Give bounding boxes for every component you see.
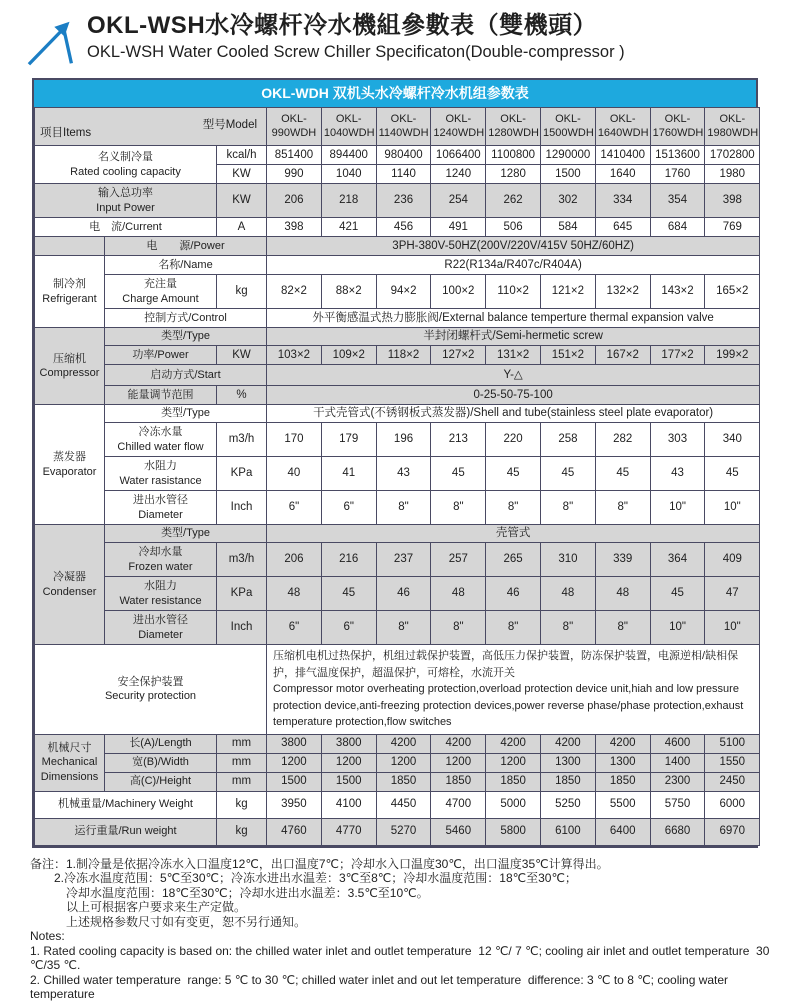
spec-value: 170 — [267, 423, 322, 457]
group-label: 冷凝器 Condenser — [35, 525, 105, 645]
row-label: 冷却水量 Frozen water — [105, 543, 217, 577]
model-column-header: OKL- 1040WDH — [321, 108, 376, 146]
merged-value: 3PH-380V-50HZ(200V/220V/415V 50HZ/60HZ) — [267, 237, 760, 256]
spec-value: 177×2 — [650, 346, 705, 365]
table-row — [35, 772, 760, 791]
spec-value: 1760 — [650, 165, 705, 184]
unit-cell: KPa — [217, 457, 267, 491]
spec-value: 8" — [376, 611, 431, 645]
row-label: 功率/Power — [105, 346, 217, 365]
spec-value: 8" — [431, 491, 486, 525]
table-row — [35, 365, 760, 386]
spec-value: 1410400 — [595, 146, 650, 165]
spec-value: 6100 — [541, 818, 596, 845]
spec-value: 491 — [431, 218, 486, 237]
table-row — [35, 309, 760, 328]
row-label: 安全保护装置 Security protection — [35, 645, 267, 735]
spec-value: 4200 — [541, 734, 596, 753]
spec-value: 1400 — [650, 753, 705, 772]
spec-value: 1850 — [486, 772, 541, 791]
spec-value: 4200 — [376, 734, 431, 753]
merged-value: 外平衡感温式热力膨胀阀/External balance temperture thermal expansion valve — [267, 309, 760, 328]
spec-value: 1240 — [431, 165, 486, 184]
spec-value: 6" — [321, 491, 376, 525]
unit-cell: mm — [217, 753, 267, 772]
spec-value: 4600 — [650, 734, 705, 753]
table-corner-cell — [35, 108, 267, 146]
group-label: 机械尺寸 Mechanical Dimensions — [35, 734, 105, 791]
spec-value: 6000 — [705, 791, 760, 818]
row-label: 冷冻水量 Chilled water flow — [105, 423, 217, 457]
spec-value: 1140 — [376, 165, 431, 184]
merged-value: Y-△ — [267, 365, 760, 386]
unit-cell: kg — [217, 791, 267, 818]
spec-value: 506 — [486, 218, 541, 237]
unit-cell: m3/h — [217, 423, 267, 457]
spec-value: 213 — [431, 423, 486, 457]
spec-value: 45 — [650, 577, 705, 611]
spec-value: 1500 — [541, 165, 596, 184]
unit-cell: % — [217, 386, 267, 405]
spec-value: 1200 — [486, 753, 541, 772]
row-label: 机械重量/Machinery Weight — [35, 791, 217, 818]
table-row — [35, 818, 760, 845]
spec-value: 1500 — [267, 772, 322, 791]
spec-value: 456 — [376, 218, 431, 237]
spec-value: 43 — [650, 457, 705, 491]
notes-section — [30, 857, 790, 1002]
row-label: 输入总功率 Input Power — [35, 184, 217, 218]
spec-value: 8" — [541, 491, 596, 525]
spec-value: 132×2 — [595, 275, 650, 309]
spec-value: 4450 — [376, 791, 431, 818]
spec-value: 4700 — [431, 791, 486, 818]
spec-value: 48 — [431, 577, 486, 611]
spec-value: 196 — [376, 423, 431, 457]
row-label: 宽(B)/Width — [105, 753, 217, 772]
note-line-en: 1. Rated cooling capacity is based on: the chilled water inlet and outlet temperature 12 ℃/ 7 ℃; cooling air inlet and outlet temperature 30 ℃/35 ℃. — [30, 943, 773, 972]
spec-value: 1513600 — [650, 146, 705, 165]
spec-value: 409 — [705, 543, 760, 577]
row-label: 类型/Type — [105, 525, 267, 543]
group-label: 蒸发器 Evaporator — [35, 405, 105, 525]
unit-cell: KW — [217, 184, 267, 218]
spec-value: 2450 — [705, 772, 760, 791]
table-row — [35, 346, 760, 365]
unit-cell: mm — [217, 772, 267, 791]
spec-value: 4200 — [595, 734, 650, 753]
spec-value: 340 — [705, 423, 760, 457]
table-row — [35, 184, 760, 218]
spec-value: 143×2 — [650, 275, 705, 309]
spec-value: 980400 — [376, 146, 431, 165]
spec-value: 684 — [650, 218, 705, 237]
table-row — [35, 734, 760, 753]
spec-value: 1300 — [541, 753, 596, 772]
spec-value: 265 — [486, 543, 541, 577]
spec-value: 334 — [595, 184, 650, 218]
spec-value: 127×2 — [431, 346, 486, 365]
table-header-row — [35, 108, 760, 146]
spec-value: 6" — [321, 611, 376, 645]
spec-value: 398 — [267, 218, 322, 237]
spec-value: 220 — [486, 423, 541, 457]
spec-value: 167×2 — [595, 346, 650, 365]
spec-value: 236 — [376, 184, 431, 218]
merged-value: 干式壳管式(不锈钢板式蒸发器)/Shell and tube(stainless steel plate evaporator) — [267, 405, 760, 423]
spec-value: 8" — [486, 611, 541, 645]
spec-value: 4760 — [267, 818, 322, 845]
page-title-en: OKL-WSH Water Cooled Screw Chiller Specificaton(Double-compressor ) — [87, 42, 625, 61]
spec-table-wrapper — [32, 78, 758, 848]
spec-value: 216 — [321, 543, 376, 577]
row-label: 电 流/Current — [35, 218, 217, 237]
spec-value: 8" — [486, 491, 541, 525]
spec-value: 1850 — [595, 772, 650, 791]
spec-value: 45 — [321, 577, 376, 611]
spec-value: 6" — [267, 611, 322, 645]
spec-value: 4770 — [321, 818, 376, 845]
unit-cell: KPa — [217, 577, 267, 611]
row-label: 进出水管径 Diameter — [105, 611, 217, 645]
spec-value: 1980 — [705, 165, 760, 184]
table-row — [35, 645, 760, 735]
unit-cell: m3/h — [217, 543, 267, 577]
model-column-header: OKL- 1240WDH — [431, 108, 486, 146]
table-row — [35, 237, 760, 256]
spec-value: 40 — [267, 457, 322, 491]
spec-value: 237 — [376, 543, 431, 577]
spec-value: 118×2 — [376, 346, 431, 365]
table-row — [35, 753, 760, 772]
table-row — [35, 525, 760, 543]
row-label: 运行重量/Run weight — [35, 818, 217, 845]
table-banner: OKL-WDH 双机头水冷螺杆冷水机组参数表 — [34, 80, 756, 107]
spec-value: 3950 — [267, 791, 322, 818]
spec-value: 45 — [595, 457, 650, 491]
spec-value: 8" — [595, 611, 650, 645]
group-label: 制冷剂 Refrigerant — [35, 256, 105, 328]
unit-cell: Inch — [217, 611, 267, 645]
unit-cell: mm — [217, 734, 267, 753]
spec-table — [34, 107, 760, 846]
spec-value: 1200 — [376, 753, 431, 772]
spec-value: 45 — [486, 457, 541, 491]
spec-value: 851400 — [267, 146, 322, 165]
merged-value: R22(R134a/R407c/R404A) — [267, 256, 760, 275]
logo-arrow-icon — [26, 19, 78, 67]
spec-value: 584 — [541, 218, 596, 237]
spec-value: 1200 — [431, 753, 486, 772]
spec-value: 48 — [541, 577, 596, 611]
row-label: 充注量 Charge Amount — [105, 275, 217, 309]
model-column-header: OKL- 1500WDH — [541, 108, 596, 146]
spec-value: 1200 — [321, 753, 376, 772]
note-line-zh: 2.冷冻水温度范围：5℃至30℃；冷冻水进出水温差：3℃至8℃；冷却水温度范围：18℃至30℃； — [30, 871, 577, 885]
spec-value: 282 — [595, 423, 650, 457]
spec-value: 1550 — [705, 753, 760, 772]
spec-value: 165×2 — [705, 275, 760, 309]
spec-value: 398 — [705, 184, 760, 218]
spec-value: 151×2 — [541, 346, 596, 365]
row-label: 高(C)/Height — [105, 772, 217, 791]
row-label: 进出水管径 Diameter — [105, 491, 217, 525]
spec-value: 258 — [541, 423, 596, 457]
spec-value: 5000 — [486, 791, 541, 818]
spec-value: 6" — [267, 491, 322, 525]
spec-value: 6970 — [705, 818, 760, 845]
spec-value: 1850 — [376, 772, 431, 791]
spec-value: 302 — [541, 184, 596, 218]
spec-value: 8" — [541, 611, 596, 645]
protection-text: 压缩机电机过热保护，机组过载保护装置，高低压力保护装置，防冻保护装置，电源逆相/缺相保护，排气温度保护，超温保护，可熔栓，水流开关 Compressor motor overheating protection,overload protection device unit,hiah and low pressure protection device,anti-freezing protection devices,power reverse phase/phase protection,exhaust temperature protection,flow switches — [267, 645, 760, 735]
spec-value: 46 — [486, 577, 541, 611]
spec-value: 41 — [321, 457, 376, 491]
unit-cell: Inch — [217, 491, 267, 525]
table-row — [35, 491, 760, 525]
spec-value: 1640 — [595, 165, 650, 184]
unit-cell: kg — [217, 275, 267, 309]
spec-value: 5800 — [486, 818, 541, 845]
spec-value: 199×2 — [705, 346, 760, 365]
spec-value: 10" — [650, 491, 705, 525]
table-row — [35, 791, 760, 818]
unit-cell: kcal/h — [217, 146, 267, 165]
spec-value: 1290000 — [541, 146, 596, 165]
spec-value: 310 — [541, 543, 596, 577]
model-column-header: OKL- 1280WDH — [486, 108, 541, 146]
note-line-zh: 以上可根据客户要求来生产定做。 — [30, 900, 247, 914]
model-column-header: OKL- 1640WDH — [595, 108, 650, 146]
row-label: 控制方式/Control — [105, 309, 267, 328]
table-row — [35, 218, 760, 237]
row-label: 类型/Type — [105, 328, 267, 346]
spec-value: 894400 — [321, 146, 376, 165]
spec-value: 45 — [541, 457, 596, 491]
spec-value: 110×2 — [486, 275, 541, 309]
table-row — [35, 457, 760, 491]
spec-value: 6400 — [595, 818, 650, 845]
title-block — [87, 12, 625, 62]
spec-value: 1040 — [321, 165, 376, 184]
row-label: 名称/Name — [105, 256, 267, 275]
spec-value: 206 — [267, 543, 322, 577]
spec-value: 5250 — [541, 791, 596, 818]
spec-value: 421 — [321, 218, 376, 237]
spec-value: 4200 — [431, 734, 486, 753]
spec-value: 46 — [376, 577, 431, 611]
spec-value: 8" — [595, 491, 650, 525]
spec-value: 5270 — [376, 818, 431, 845]
row-label: 能量调节范围 — [105, 386, 217, 405]
spec-value: 4200 — [486, 734, 541, 753]
spec-value: 121×2 — [541, 275, 596, 309]
spec-value: 5460 — [431, 818, 486, 845]
spec-value: 1300 — [595, 753, 650, 772]
spec-value: 1702800 — [705, 146, 760, 165]
merged-value: 半封闭螺杆式/Semi-hermetic screw — [267, 328, 760, 346]
table-row — [35, 611, 760, 645]
note-line-zh: 冷却水温度范围：18℃至30℃；冷却水进出水温差：3.5℃至10℃。 — [30, 885, 429, 900]
spec-value: 103×2 — [267, 346, 322, 365]
model-column-header: OKL- 990WDH — [267, 108, 322, 146]
note-line-zh: 上述规格参数尺寸如有变更，恕不另行通知。 — [30, 914, 307, 929]
spec-value: 206 — [267, 184, 322, 218]
spec-value: 645 — [595, 218, 650, 237]
spec-value: 1850 — [431, 772, 486, 791]
spec-value: 47 — [705, 577, 760, 611]
spec-value: 43 — [376, 457, 431, 491]
merged-value: 0-25-50-75-100 — [267, 386, 760, 405]
table-row — [35, 146, 760, 165]
spec-value: 45 — [431, 457, 486, 491]
spec-value: 3800 — [321, 734, 376, 753]
spec-value: 990 — [267, 165, 322, 184]
spec-value: 364 — [650, 543, 705, 577]
unit-cell: kg — [217, 818, 267, 845]
model-column-header: OKL- 1980WDH — [705, 108, 760, 146]
model-column-header: OKL- 1760WDH — [650, 108, 705, 146]
spec-value: 254 — [431, 184, 486, 218]
table-row — [35, 577, 760, 611]
table-row — [35, 423, 760, 457]
spec-value: 88×2 — [321, 275, 376, 309]
spec-value: 1280 — [486, 165, 541, 184]
spec-value: 1100800 — [486, 146, 541, 165]
spec-value: 1500 — [321, 772, 376, 791]
unit-cell: KW — [217, 346, 267, 365]
table-row — [35, 386, 760, 405]
spec-value: 257 — [431, 543, 486, 577]
row-label — [35, 237, 105, 256]
spec-value: 179 — [321, 423, 376, 457]
items-label: 项目Items — [40, 127, 92, 140]
spec-value: 5750 — [650, 791, 705, 818]
page-title-zh: OKL-WSH水冷螺杆冷水機組參數表（雙機頭） — [87, 12, 598, 39]
spec-value: 218 — [321, 184, 376, 218]
spec-value: 262 — [486, 184, 541, 218]
spec-table-body — [35, 108, 760, 846]
table-row — [35, 275, 760, 309]
spec-value: 10" — [705, 491, 760, 525]
spec-value: 82×2 — [267, 275, 322, 309]
spec-value: 1200 — [267, 753, 322, 772]
unit-cell: A — [217, 218, 267, 237]
spec-value: 45 — [705, 457, 760, 491]
spec-value: 94×2 — [376, 275, 431, 309]
spec-value: 100×2 — [431, 275, 486, 309]
spec-value: 1850 — [541, 772, 596, 791]
spec-value: 339 — [595, 543, 650, 577]
table-row — [35, 256, 760, 275]
table-row — [35, 405, 760, 423]
unit-cell: KW — [217, 165, 267, 184]
model-column-header: OKL- 1140WDH — [376, 108, 431, 146]
spec-value: 48 — [267, 577, 322, 611]
row-label: 水阻力 Water rasistance — [105, 457, 217, 491]
page-header — [0, 0, 790, 67]
spec-value: 5500 — [595, 791, 650, 818]
spec-value: 3800 — [267, 734, 322, 753]
row-label: 启动方式/Start — [105, 365, 267, 386]
model-label: 型号Model — [202, 119, 258, 131]
note-line-en: 2. Chilled water temperature range: 5 ℃ to 30 ℃; chilled water inlet and out let temperature difference: 3 ℃ to 8 ℃; cooling water temperature — [30, 972, 732, 1001]
table-row — [35, 328, 760, 346]
spec-value: 10" — [650, 611, 705, 645]
row-label: 电 源/Power — [105, 237, 267, 256]
spec-value: 1066400 — [431, 146, 486, 165]
row-label: 类型/Type — [105, 405, 267, 423]
spec-value: 109×2 — [321, 346, 376, 365]
spec-value: 48 — [595, 577, 650, 611]
spec-value: 5100 — [705, 734, 760, 753]
row-label: 长(A)/Length — [105, 734, 217, 753]
spec-value: 131×2 — [486, 346, 541, 365]
spec-value: 4100 — [321, 791, 376, 818]
spec-value: 769 — [705, 218, 760, 237]
group-label: 压缩机 Compressor — [35, 328, 105, 405]
spec-value: 6680 — [650, 818, 705, 845]
merged-value: 壳管式 — [267, 525, 760, 543]
spec-value: 10" — [705, 611, 760, 645]
spec-value: 8" — [376, 491, 431, 525]
spec-value: 354 — [650, 184, 705, 218]
row-label: 名义制冷量 Rated cooling capacity — [35, 146, 217, 184]
note-line-en: Notes: — [30, 929, 65, 943]
table-row — [35, 543, 760, 577]
spec-value: 2300 — [650, 772, 705, 791]
note-line-zh: 备注：1.制冷量是依据冷冻水入口温度12℃，出口温度7℃；冷却水入口温度30℃，出口温度35℃计算得出。 — [30, 856, 609, 871]
spec-value: 303 — [650, 423, 705, 457]
spec-value: 8" — [431, 611, 486, 645]
row-label: 水阻力 Water resistance — [105, 577, 217, 611]
